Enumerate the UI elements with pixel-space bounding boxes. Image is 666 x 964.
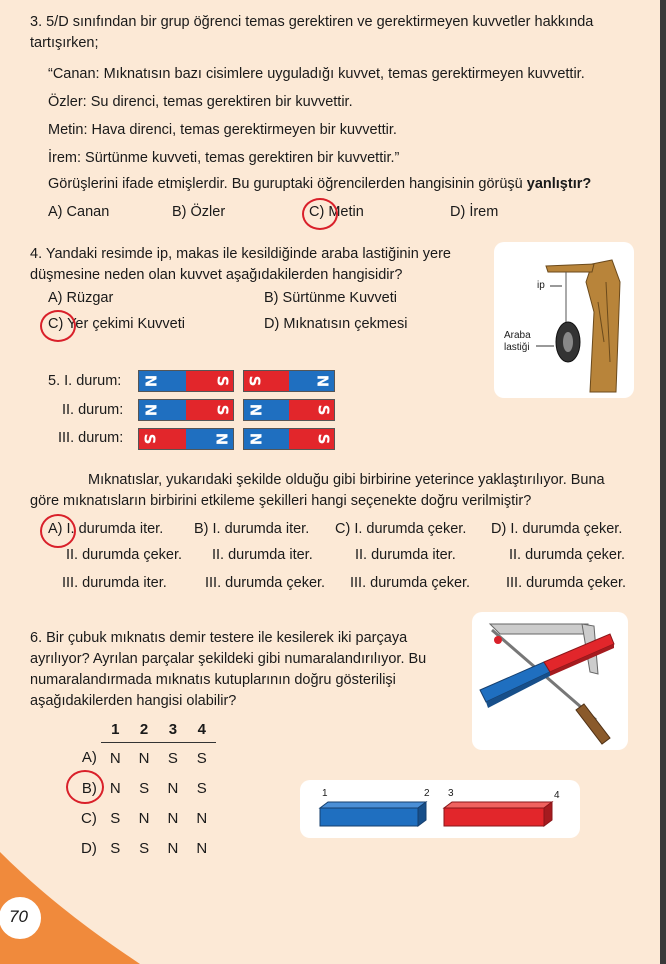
q5-option-b[interactable]: B) I. durumda iter. — [194, 521, 310, 537]
pole: S — [244, 371, 289, 391]
table-cell: N — [138, 749, 150, 767]
q3-line-canan: “Canan: Mıknatısın bazı cisimlere uyguladığı kuvvet, temas gerektirmeyen kuvvettir. — [48, 66, 585, 82]
q3-stem: 3. 5/D sınıfından bir grup öğrenci temas gerektiren ve gerektirmeyen kuvvetler hakkında tartışırken; — [30, 14, 594, 51]
pole: N — [244, 400, 289, 420]
table-cell: N — [196, 839, 208, 857]
piece-label-4: 4 — [554, 790, 560, 801]
row-label: C) — [81, 809, 97, 827]
q3-option-a[interactable]: A) Canan — [48, 204, 110, 220]
pole: S — [289, 400, 334, 420]
q3-option-c[interactable]: C) Metin — [309, 204, 364, 220]
q5-option-a-line2: II. durumda çeker. — [66, 547, 183, 563]
table-header-row — [72, 716, 216, 743]
q4-figure-card — [494, 242, 634, 398]
magnet-case1-right — [243, 370, 335, 392]
piece-label-2: 2 — [424, 788, 430, 799]
tire-label-line2: lastiği — [504, 342, 530, 353]
table-cell: S — [110, 809, 121, 827]
pole: S — [186, 400, 233, 420]
table-cell: S — [139, 839, 150, 857]
answer-circle-q5 — [40, 514, 76, 548]
q5-option-d-line3: III. durumda çeker. — [506, 575, 627, 591]
table-cell: N — [196, 809, 208, 827]
q5-option-d[interactable]: D) I. durumda çeker. — [491, 521, 623, 537]
q3-line-irem: İrem: Sürtünme kuvveti, temas gerektiren bir kuvvettir.” — [48, 150, 400, 166]
q5-option-b-line2: II. durumda iter. — [212, 547, 313, 563]
q5-option-c-line3: III. durumda çeker. — [350, 575, 471, 591]
hacksaw-magnet-illustration — [472, 612, 628, 750]
q5-option-a-line3: III. durumda iter. — [62, 575, 167, 591]
pole: N — [139, 400, 186, 420]
q5-option-d-line2: II. durumda çeker. — [509, 547, 626, 563]
table-cell: N — [109, 749, 121, 767]
table-cell: S — [110, 839, 121, 857]
q6-saw-figure-card — [472, 612, 628, 750]
magnet-case2-left — [138, 399, 234, 421]
q3-question-text: Görüşlerini ifade etmişlerdir. Bu guruptaki öğrencilerden hangisinin görüşü — [48, 176, 523, 192]
q3-question-emphasis: yanlıştır? — [526, 176, 592, 192]
q4-option-c[interactable]: C) Yer çekimi Kuvveti — [48, 316, 185, 332]
pole: N — [139, 371, 186, 391]
table-cell: N — [167, 779, 179, 797]
column-header: 3 — [159, 716, 188, 743]
q3-option-d[interactable]: D) İrem — [450, 204, 499, 220]
piece-label-3: 3 — [448, 788, 454, 799]
magnet-case2-right — [243, 399, 335, 421]
magnet-case3-right — [243, 428, 335, 450]
table-cell: S — [196, 779, 207, 797]
pole: S — [186, 371, 233, 391]
tree-tire-illustration — [494, 242, 634, 398]
tire-label-line1: Araba — [504, 330, 531, 341]
q3-option-b[interactable]: B) Özler — [172, 204, 226, 220]
answer-circle-q3 — [302, 198, 338, 230]
row-label: D) — [81, 839, 97, 857]
magnet-case1-left — [138, 370, 234, 392]
column-header: 1 — [101, 716, 130, 743]
table-row[interactable] — [72, 743, 216, 774]
q5-label-case-2: II. durum: — [62, 402, 124, 418]
q6-pieces-card — [300, 780, 580, 838]
piece-label-1: 1 — [322, 788, 328, 799]
q5-label-case-3: III. durum: — [58, 430, 124, 446]
q4-option-d[interactable]: D) Mıknatısın çekmesi — [264, 316, 408, 332]
q5-option-c[interactable]: C) I. durumda çeker. — [335, 521, 467, 537]
q4-option-a[interactable]: A) Rüzgar — [48, 290, 114, 306]
table-cell: N — [109, 779, 121, 797]
pole: S — [139, 429, 186, 449]
pole: N — [289, 371, 334, 391]
q5-option-b-line3: III. durumda çeker. — [205, 575, 326, 591]
q5-option-a[interactable]: A) I. durumda iter. — [48, 521, 164, 537]
pole: N — [244, 429, 289, 449]
q3-line-ozler: Özler: Su direnci, temas gerektiren bir kuvvettir. — [48, 94, 353, 110]
q5-option-c-line2: II. durumda iter. — [355, 547, 456, 563]
table-cell: N — [167, 809, 179, 827]
magnet-case3-left — [138, 428, 234, 450]
pole: N — [186, 429, 233, 449]
table-cell: S — [196, 749, 207, 767]
answer-circle-q4 — [40, 310, 76, 342]
table-cell: S — [139, 779, 150, 797]
row-label: B) — [81, 779, 97, 797]
table-cell: N — [167, 839, 179, 857]
column-header: 4 — [187, 716, 216, 743]
q4-stem: 4. Yandaki resimde ip, makas ile kesildiğinde araba lastiğinin yere düşmesine neden olan kuvvet aşağıdakilerden hangisidir? — [30, 246, 451, 283]
table-cell: N — [138, 809, 150, 827]
answer-circle-q6 — [66, 770, 104, 804]
pole: S — [289, 429, 334, 449]
q6-stem: 6. Bir çubuk mıknatıs demir testere ile kesilerek iki parçaya ayrılıyor? Ayrılan parçalar şekildeki gibi numaralandırılıyor. Bu numaralandırmada mıknatıs kutuplarının doğru gösterilişi aşağıdakilerden hangisi olabilir? — [30, 630, 427, 709]
q5-label-case-1: 5. I. durum: — [48, 373, 122, 389]
q3-line-metin: Metin: Hava direnci, temas gerektirmeyen bir kuvvettir. — [48, 122, 397, 138]
q3-question — [48, 176, 591, 192]
column-header: 2 — [130, 716, 159, 743]
q5-stem: Mıknatıslar, yukarıdaki şekilde olduğu gibi birbirine yeterince yaklaştırılıyor. Buna göre mıknatısların birbirini etkileme şekilleri hangi seçenekte doğru verilmiştir? — [30, 472, 605, 509]
table-row[interactable] — [72, 803, 216, 833]
row-label: A) — [81, 749, 97, 767]
rope-label: ip — [537, 280, 545, 291]
page-number: 70 — [9, 907, 28, 926]
q4-option-b[interactable]: B) Sürtünme Kuvveti — [264, 290, 397, 306]
table-cell: S — [167, 749, 178, 767]
page-edge — [660, 0, 666, 964]
cut-magnet-pieces — [300, 780, 580, 838]
